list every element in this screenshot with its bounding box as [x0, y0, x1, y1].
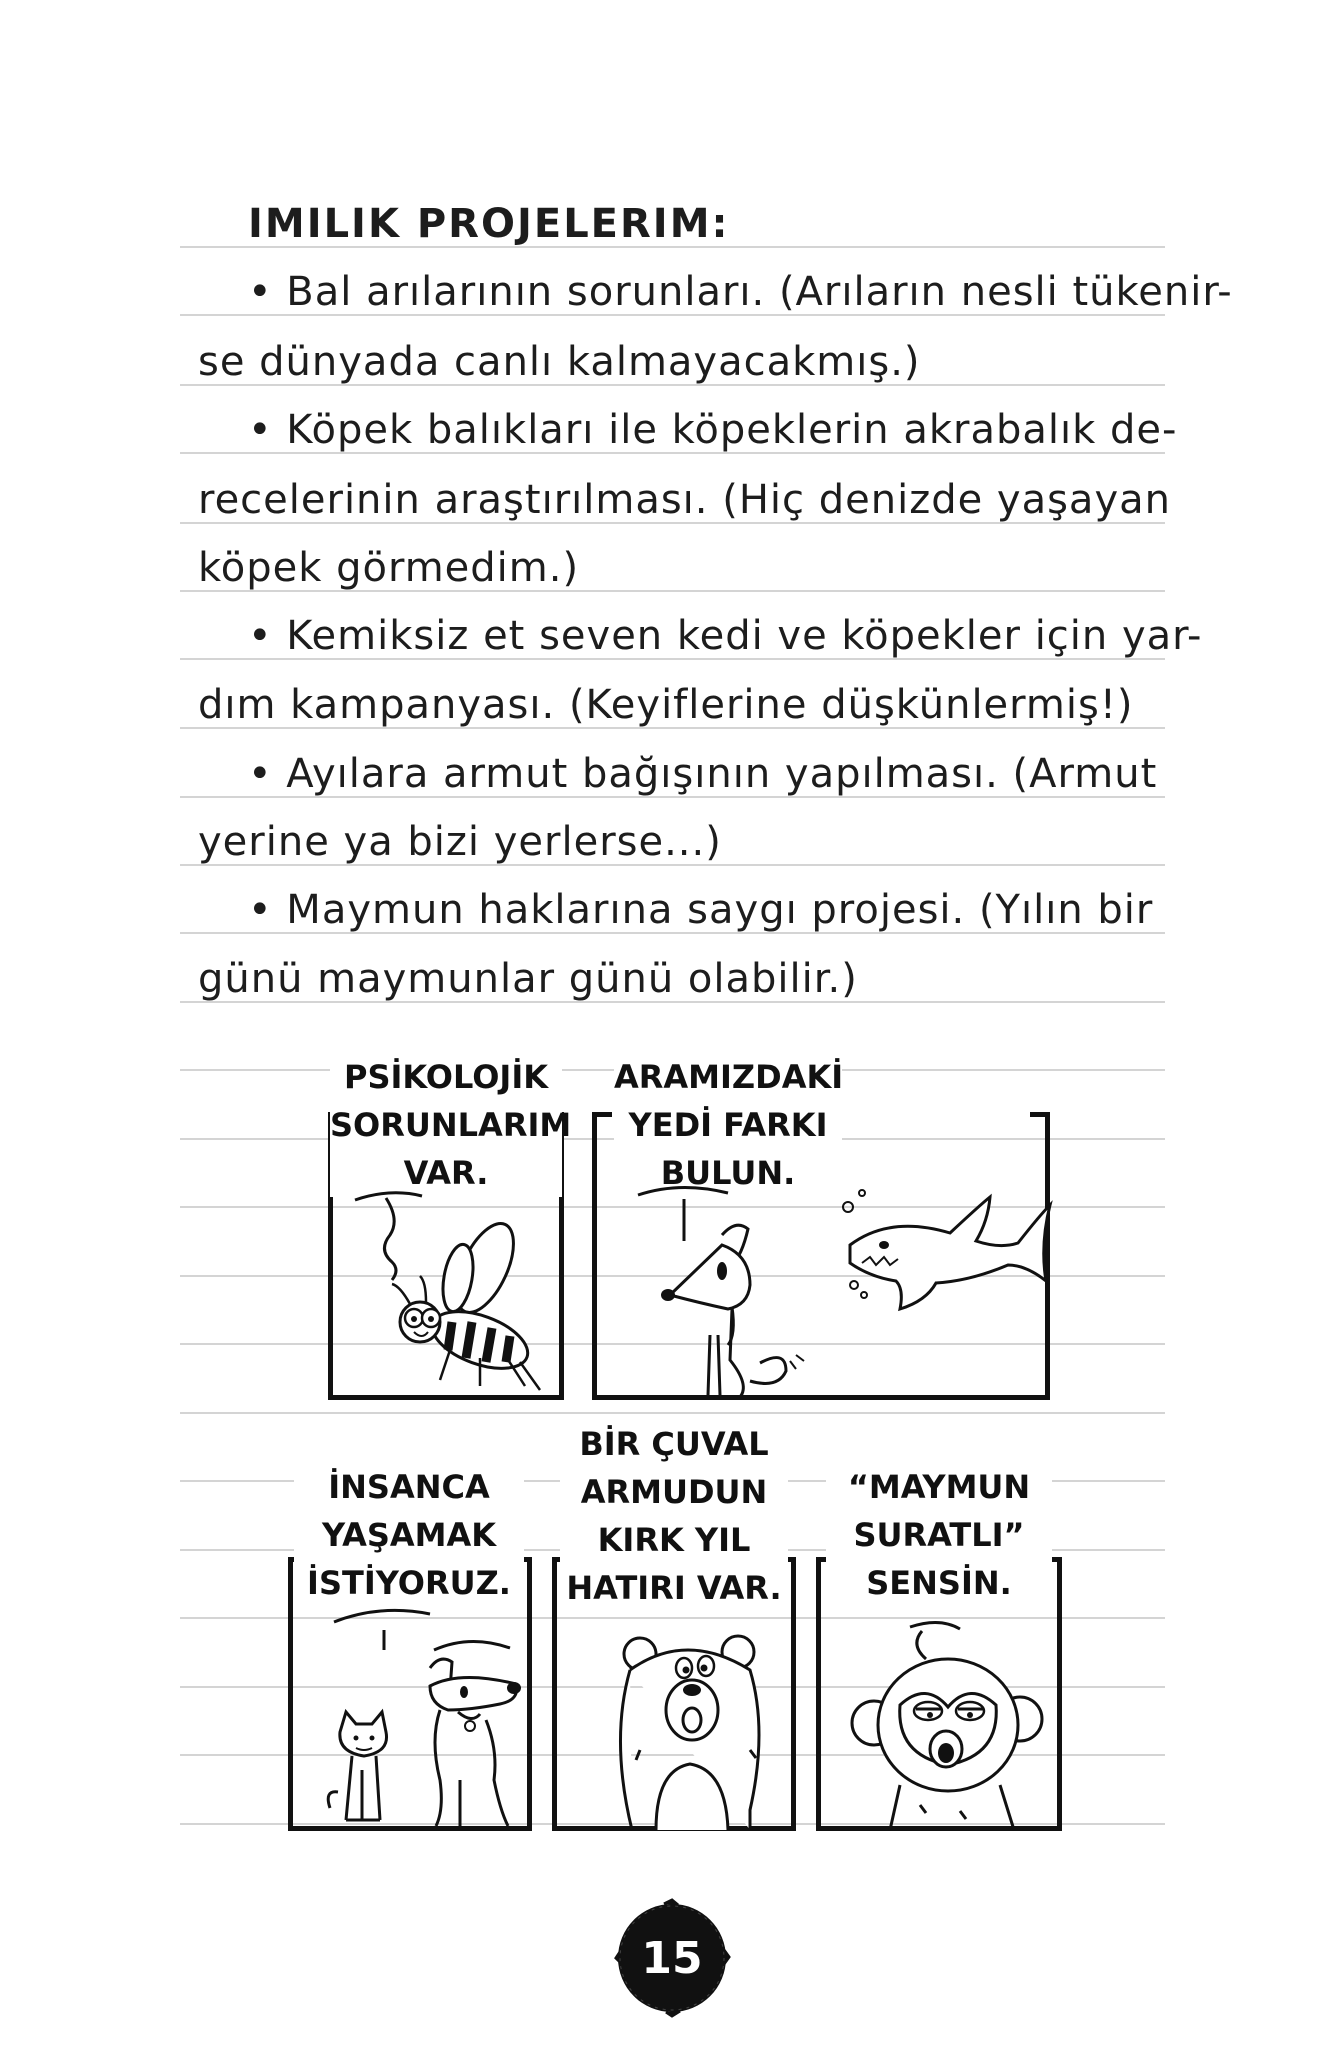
text-line-11: günü maymunlar günü olabilir.) [198, 956, 858, 1002]
shark-icon [840, 1185, 1045, 1335]
cat-icon [300, 1600, 410, 1830]
dog-icon [610, 1185, 840, 1400]
page-heading: IMILIK PROJELERIM: [248, 201, 730, 247]
bee-icon [330, 1190, 562, 1400]
bear-caption: BİR ÇUVAL ARMUDUN KIRK YIL HATIRI VAR. [560, 1420, 788, 1612]
text-line-4: recelerinin araştırılması. (Hiç denizde yaşayan [198, 477, 1171, 523]
text-line-1: • Bal arılarının sorunları. (Arıların nesli tükenir- [248, 269, 1233, 315]
dog-shark-caption: ARAMIZDAKİ YEDİ FARKI BULUN. [614, 1053, 842, 1197]
monkey-caption: “MAYMUN SURATLI” SENSİN. [826, 1463, 1052, 1607]
text-line-6: • Kemiksiz et seven kedi ve köpekler için yar- [248, 613, 1203, 659]
text-line-9: yerine ya bizi yerlerse...) [198, 819, 722, 865]
text-line-2: se dünyada canlı kalmayacakmış.) [198, 339, 921, 385]
ruled-line [180, 1412, 1165, 1414]
cat-dog-caption: İNSANCA YAŞAMAK İSTİYORUZ. [294, 1463, 524, 1607]
bear-icon [600, 1630, 770, 1830]
text-line-3: • Köpek balıkları ile köpeklerin akrabalık de- [248, 407, 1178, 453]
page-number: 15 [641, 1932, 703, 1984]
text-line-8: • Ayılara armut bağışının yapılması. (Armut [248, 751, 1158, 797]
dog-icon [400, 1640, 530, 1830]
text-line-10: • Maymun haklarına saygı projesi. (Yılın bir [248, 887, 1154, 933]
text-line-5: köpek görmedim.) [198, 545, 580, 591]
page-number-badge [614, 1900, 730, 2016]
monkey-icon [830, 1615, 1050, 1830]
bee-caption: PSİKOLOJİK SORUNLARIM VAR. [330, 1053, 562, 1197]
text-line-7: dım kampanyası. (Keyiflerine düşkünlermiş!) [198, 682, 1134, 728]
